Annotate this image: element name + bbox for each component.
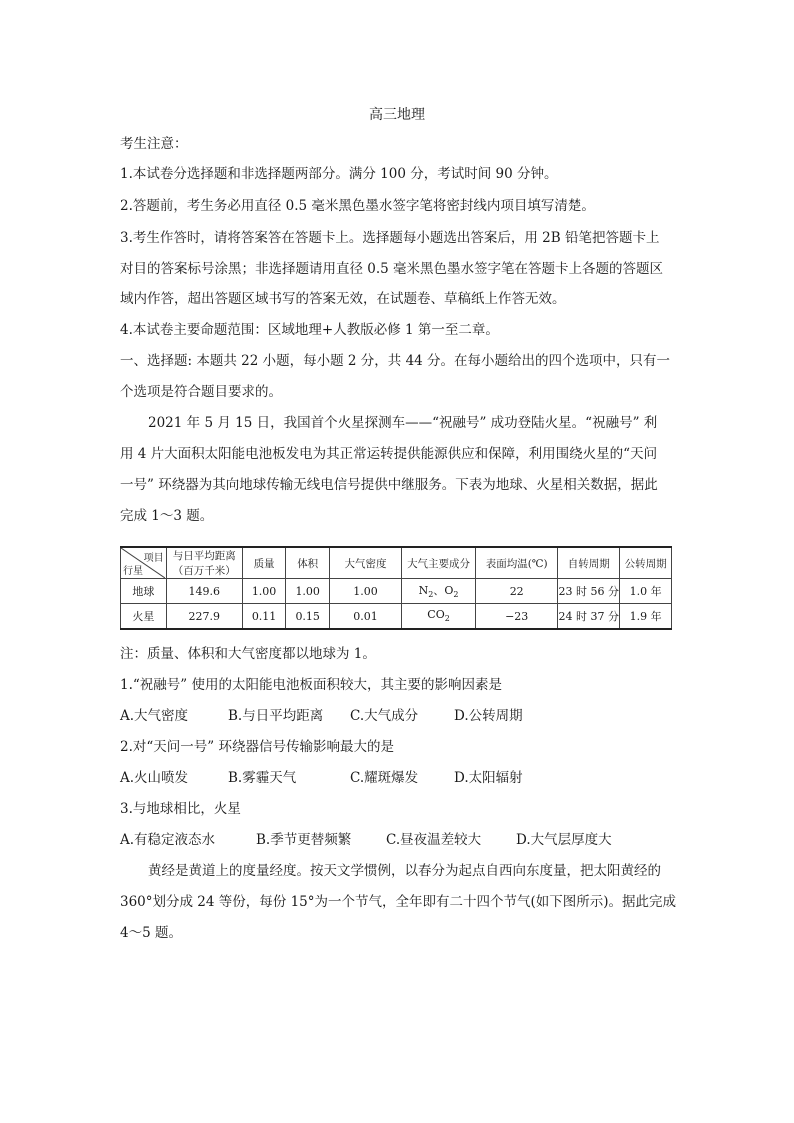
table-row <box>121 579 672 604</box>
density-value: 0.01 <box>330 604 402 630</box>
temperature-value: 22 <box>476 579 558 604</box>
passage1-line-3: 一号” 环绕器为其向地球传输无线电信号提供中继服务。下表为地球、火星相关数据，据此 <box>120 477 658 493</box>
revolution-value: 1.9 年 <box>620 604 672 630</box>
volume-value: 0.15 <box>286 604 330 630</box>
passage1-line-4: 完成 1～3 题。 <box>120 508 214 524</box>
header-revolution: 公转周期 <box>620 547 672 579</box>
passage1-line-2: 用 4 片大面积太阳能电池板发电为其正常运转提供能源供应和保障，利用围绕火星的“天问 <box>120 446 658 462</box>
option-a: A.大气密度 <box>120 708 189 724</box>
density-value: 1.00 <box>330 579 402 604</box>
option-b: B.季节更替频繁 <box>256 832 352 848</box>
header-composition: 大气主要成分 <box>402 547 476 579</box>
table-note: 注：质量、体积和大气密度都以地球为 1。 <box>120 646 376 662</box>
composition-subscript: 2 <box>428 590 434 600</box>
notice-item-1: 1.本试卷分选择题和非选择题两部分。满分 100 分，考试时间 90 分钟。 <box>120 166 558 182</box>
notice-heading: 考生注意： <box>120 136 188 152</box>
mass-value: 0.11 <box>242 604 286 630</box>
question-2-stem: 2.对“天问一号” 环绕器信号传输影响最大的是 <box>120 739 394 755</box>
option-c: C.昼夜温差较大 <box>386 832 482 848</box>
planet-name: 地球 <box>121 579 167 604</box>
header-mass: 质量 <box>242 547 286 579</box>
composition-subscript: 2 <box>453 590 459 600</box>
planet-name: 火星 <box>121 604 167 630</box>
header-distance-line-2: （百万千米） <box>172 565 236 577</box>
notice-item-3-line-1: 3.考生作答时，请将答案答在答题卡上。选择题每小题选出答案后，用 2B 铅笔把答题卡上 <box>120 230 660 246</box>
header-volume: 体积 <box>286 547 330 579</box>
rotation-value: 23 时 56 分 <box>558 579 620 604</box>
header-temperature: 表面均温(℃) <box>476 547 558 579</box>
notice-item-3-line-3: 域内作答，超出答题区域书写的答案无效，在试题卷、草稿纸上作答无效。 <box>120 291 566 307</box>
option-b: B.与日平均距离 <box>228 708 324 724</box>
temperature-value: −23 <box>476 604 558 630</box>
passage2-line-2: 360°划分成 24 等份，每份 15°为一个节气，全年即有二十四个节气(如下图所示)。据此完成 <box>120 894 677 910</box>
table-corner-cell <box>121 547 167 579</box>
question-1-stem: 1.“祝融号” 使用的太阳能电池板面积较大，其主要的影响因素是 <box>120 677 502 693</box>
header-distance-line-1: 与日平均距离 <box>172 550 236 562</box>
notice-item-2: 2.答题前，考生务必用直径 0.5 毫米黑色墨水签字笔将密封线内项目填写清楚。 <box>120 198 595 214</box>
header-distance <box>166 547 242 579</box>
option-b: B.雾霾天气 <box>228 770 297 786</box>
question-3-stem: 3.与地球相比，火星 <box>120 801 241 817</box>
question-2-options <box>120 768 680 788</box>
composition-part: 、O <box>433 584 454 598</box>
option-a: A.火山喷发 <box>120 770 189 786</box>
option-d: D.大气层厚度大 <box>516 832 612 848</box>
passage1-line-1: 2021 年 5 月 15 日，我国首个火星探测车——“祝融号” 成功登陆火星。“祝融号” 利 <box>148 415 658 431</box>
notice-item-3-line-2: 对目的答案标号涂黑；非选择题请用直径 0.5 毫米黑色墨水签字笔在答题卡上各题的答题区 <box>120 261 664 277</box>
mass-value: 1.00 <box>242 579 286 604</box>
page-title: 高三地理 <box>369 107 425 123</box>
passage2-line-1: 黄经是黄道上的度量经度。按天文学惯例，以春分为起点自西向东度量，把太阳黄经的 <box>148 863 661 879</box>
volume-value: 1.00 <box>286 579 330 604</box>
planet-data-table <box>120 546 672 630</box>
header-rotation: 自转周期 <box>558 547 620 579</box>
table-row <box>121 604 672 630</box>
notice-item-4: 4.本试卷主要命题范围：区域地理+人教版必修 1 第一至二章。 <box>120 322 499 338</box>
question-3-options <box>120 830 680 850</box>
passage2-line-3: 4～5 题。 <box>120 925 182 941</box>
revolution-value: 1.0 年 <box>620 579 672 604</box>
option-c: C.耀斑爆发 <box>350 770 419 786</box>
distance-value: 149.6 <box>166 579 242 604</box>
distance-value: 227.9 <box>166 604 242 630</box>
option-d: D.太阳辐射 <box>454 770 523 786</box>
option-d: D.公转周期 <box>454 708 523 724</box>
corner-label-planet: 行星 <box>123 566 143 577</box>
section-heading-line-2: 个选项是符合题目要求的。 <box>120 384 282 400</box>
question-1-options <box>120 706 680 726</box>
option-a: A.有稳定液态水 <box>120 832 216 848</box>
composition-part: N <box>418 584 429 598</box>
composition-value <box>402 604 476 630</box>
header-density: 大气密度 <box>330 547 402 579</box>
composition-value <box>402 579 476 604</box>
option-c: C.大气成分 <box>350 708 419 724</box>
composition-subscript: 2 <box>444 614 450 624</box>
corner-label-item: 项目 <box>143 553 164 564</box>
composition-part: CO <box>427 608 445 622</box>
rotation-value: 24 时 37 分 <box>558 604 620 630</box>
section-heading-line-1: 一、选择题: 本题共 22 小题，每小题 2 分，共 44 分。在每小题给出的四个选项中，只有一 <box>120 353 671 369</box>
table-header-row <box>121 547 672 579</box>
